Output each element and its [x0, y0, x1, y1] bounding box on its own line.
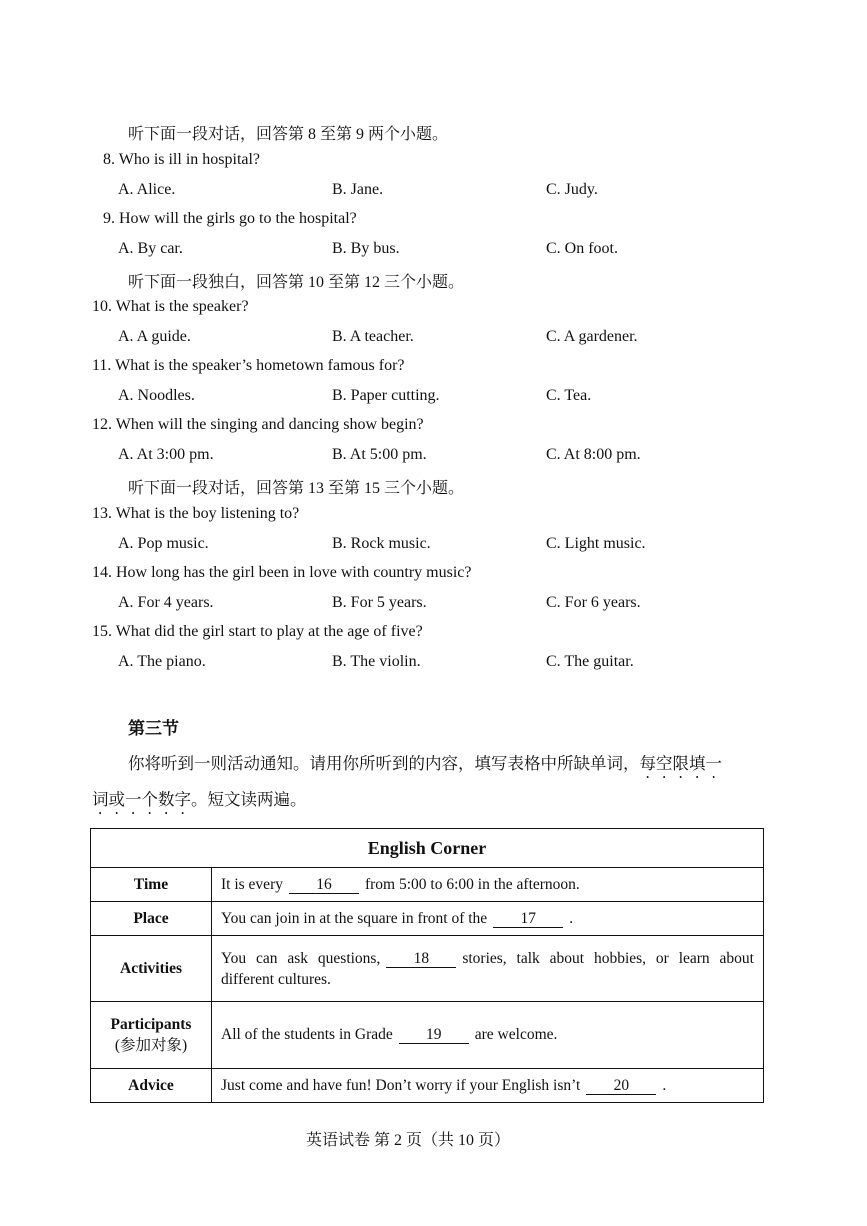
- table-row-advice: [91, 1069, 764, 1103]
- place-content: [212, 902, 764, 936]
- activities-label: Activities: [91, 936, 212, 1002]
- table-row-time: [91, 868, 764, 902]
- question-8-option-c: C. Judy.: [546, 181, 598, 198]
- table-caption: English Corner: [91, 829, 764, 868]
- part3-intro-emphasis-2: 词或一个数字: [92, 790, 191, 809]
- instruction-13-15: 听下面一段对话，回答第 13 至第 15 三个小题。: [128, 480, 465, 497]
- participants-label-sub: (参加对象): [114, 1037, 188, 1054]
- blank-18[interactable]: 18: [386, 950, 456, 968]
- part3-intro-line1: [128, 750, 722, 782]
- advice-content: [212, 1069, 764, 1103]
- question-15-stem: 15. What did the girl start to play at the age of five?: [92, 623, 423, 640]
- place-text-post: .: [569, 909, 574, 927]
- time-label: Time: [91, 868, 212, 902]
- advice-text-pre: Just come and have fun! Don’t worry if your English isn’t: [221, 1076, 581, 1094]
- question-13-option-b: B. Rock music.: [332, 535, 431, 552]
- participants-text-post: are welcome.: [474, 1026, 558, 1043]
- question-12-option-c: C. At 8:00 pm.: [546, 446, 641, 463]
- activities-content: [212, 936, 764, 1002]
- activities-text-pre: You can ask questions,: [221, 949, 381, 967]
- question-10-option-b: B. A teacher.: [332, 328, 414, 345]
- participants-label-main: Participants: [110, 1016, 192, 1033]
- question-13-option-a: A. Pop music.: [118, 535, 209, 552]
- question-14-stem: 14. How long has the girl been in love with country music?: [92, 564, 472, 581]
- participants-content: [212, 1002, 764, 1069]
- question-15-option-b: B. The violin.: [332, 653, 421, 670]
- question-12-option-b: B. At 5:00 pm.: [332, 446, 427, 463]
- question-9-option-a: A. By car.: [118, 240, 183, 257]
- question-11-option-b: B. Paper cutting.: [332, 387, 440, 404]
- time-text-post: from 5:00 to 6:00 in the afternoon.: [364, 875, 580, 893]
- time-text-pre: It is every: [221, 875, 283, 893]
- question-8-stem: 8. Who is ill in hospital?: [103, 151, 261, 168]
- english-corner-table: [90, 828, 764, 1103]
- advice-label: Advice: [91, 1069, 212, 1103]
- question-12-stem: 12. When will the singing and dancing show begin?: [92, 416, 424, 433]
- part3-intro-emphasis: 每空限填一: [639, 754, 722, 773]
- activities-text-post: stories, talk about hobbies, or learn about different cultures.: [221, 949, 754, 988]
- question-8-option-b: B. Jane.: [332, 181, 384, 198]
- advice-text-post: .: [662, 1076, 667, 1094]
- part3-intro-text-2: 。短文读两遍。: [191, 790, 307, 809]
- participants-label: [91, 1002, 212, 1069]
- question-9-option-b: B. By bus.: [332, 240, 400, 257]
- question-8-option-a: A. Alice.: [118, 181, 176, 198]
- blank-17[interactable]: 17: [493, 910, 563, 928]
- blank-19[interactable]: 19: [399, 1026, 469, 1044]
- table-row-place: [91, 902, 764, 936]
- question-14-option-a: A. For 4 years.: [118, 594, 214, 611]
- table-row-participants: [91, 1002, 764, 1069]
- part3-intro-text: 你将听到一则活动通知。请用你所听到的内容，填写表格中所缺单词，: [128, 754, 640, 773]
- question-12-option-a: A. At 3:00 pm.: [118, 446, 214, 463]
- page-footer: 英语试卷 第 2 页（共 10 页）: [306, 1132, 511, 1149]
- instruction-10-12: 听下面一段独白，回答第 10 至第 12 三个小题。: [128, 274, 465, 291]
- question-11-option-c: C. Tea.: [546, 387, 592, 404]
- place-text-pre: You can join in at the square in front of the: [221, 909, 488, 927]
- part3-title: 第三节: [128, 719, 179, 738]
- time-content: [212, 868, 764, 902]
- question-13-stem: 13. What is the boy listening to?: [92, 505, 300, 522]
- question-14-option-b: B. For 5 years.: [332, 594, 427, 611]
- question-15-option-c: C. The guitar.: [546, 653, 634, 670]
- question-9-stem: 9. How will the girls go to the hospital?: [103, 210, 357, 227]
- blank-16[interactable]: 16: [289, 876, 359, 894]
- place-label: Place: [91, 902, 212, 936]
- table-row-activities: [91, 936, 764, 1002]
- blank-20[interactable]: 20: [586, 1077, 656, 1095]
- question-11-option-a: A. Noodles.: [118, 387, 195, 404]
- question-10-option-a: A. A guide.: [118, 328, 191, 345]
- part3-intro-line2: [92, 786, 307, 818]
- question-14-option-c: C. For 6 years.: [546, 594, 641, 611]
- instruction-8-9: 听下面一段对话，回答第 8 至第 9 两个小题。: [128, 126, 449, 143]
- question-11-stem: 11. What is the speaker’s hometown famous for?: [92, 357, 405, 374]
- question-15-option-a: A. The piano.: [118, 653, 206, 670]
- question-13-option-c: C. Light music.: [546, 535, 646, 552]
- question-10-option-c: C. A gardener.: [546, 328, 638, 345]
- question-10-stem: 10. What is the speaker?: [92, 298, 249, 315]
- question-9-option-c: C. On foot.: [546, 240, 618, 257]
- participants-text-pre: All of the students in Grade: [221, 1026, 393, 1043]
